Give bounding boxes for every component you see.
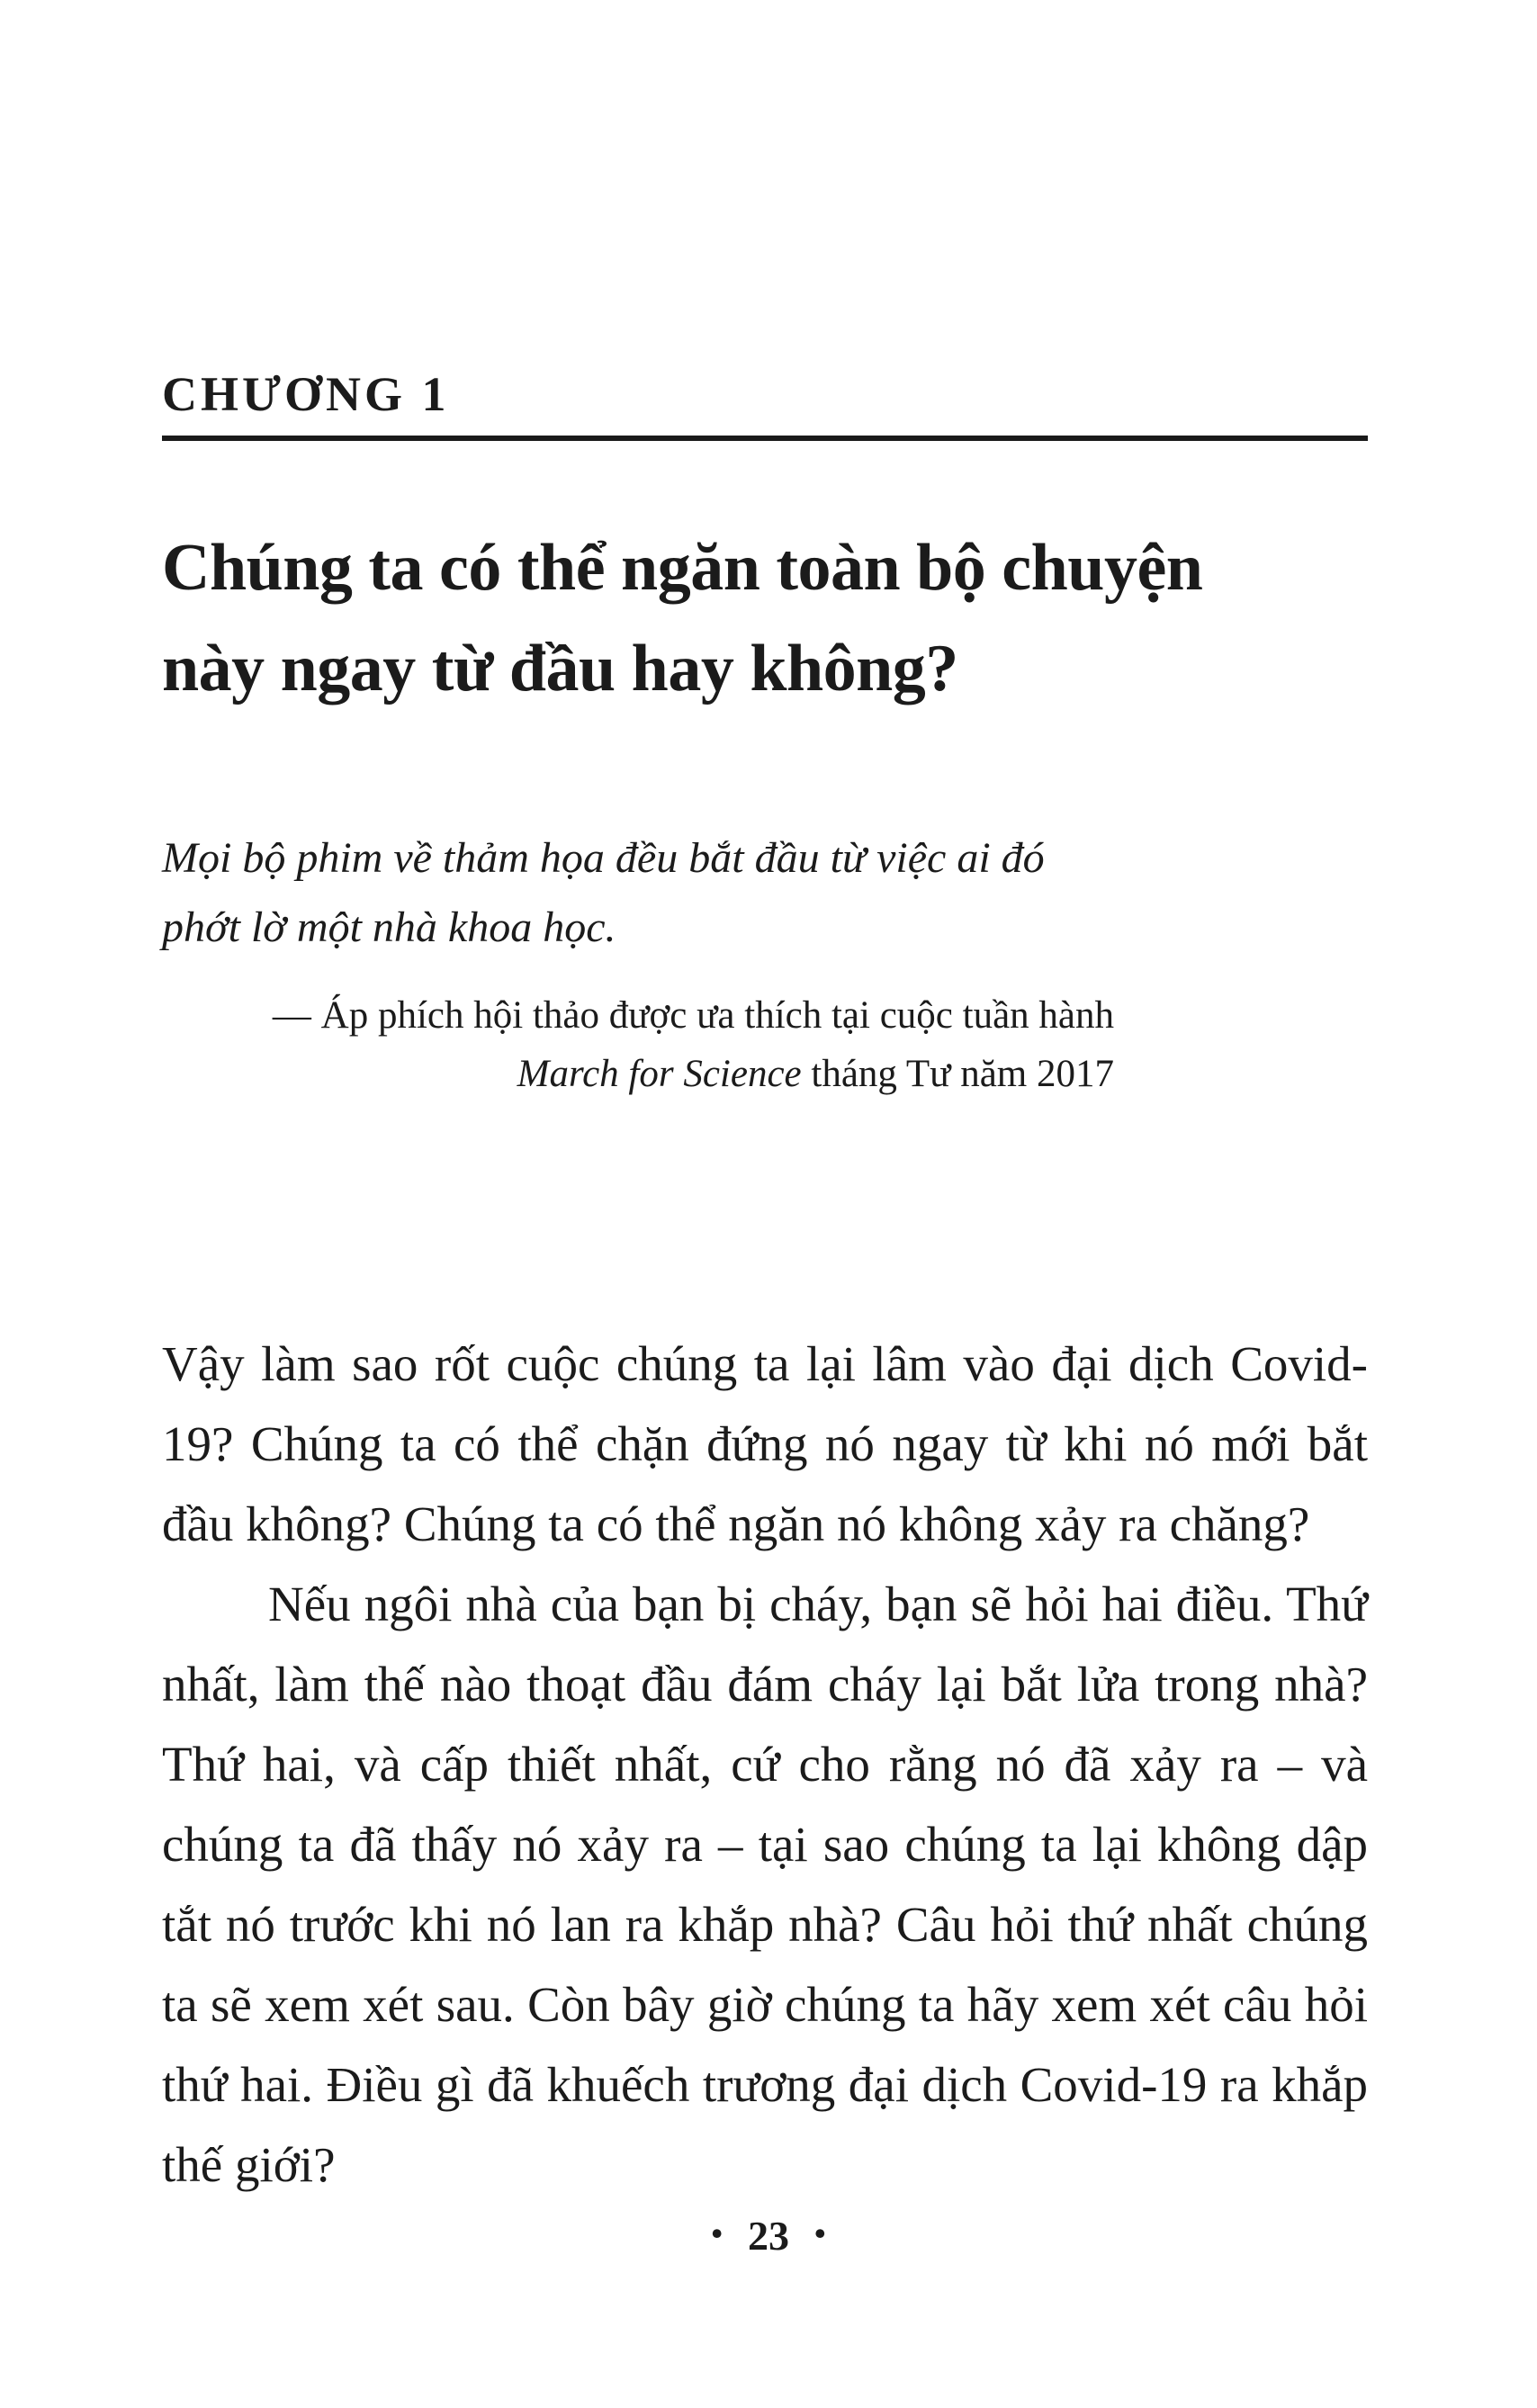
- page-footer: [0, 2212, 1537, 2260]
- chapter-label: CHƯƠNG 1: [162, 367, 450, 421]
- epigraph: [162, 823, 1368, 1103]
- page-number: 23: [748, 2213, 789, 2259]
- epigraph-quote-line-1: Mọi bộ phim về thảm họa đều bắt đầu từ việc ai đó: [162, 834, 1045, 882]
- chapter-title-line-1: Chúng ta có thể ngăn toàn bộ chuyện: [162, 531, 1203, 605]
- footer-left-dot: •: [711, 2215, 723, 2251]
- attribution-work-title: March for Science: [517, 1053, 802, 1095]
- chapter-title-line-2: này ngay từ đầu hay không?: [162, 632, 958, 705]
- body-paragraph-2: Nếu ngôi nhà của bạn bị cháy, bạn sẽ hỏi hai điều. Thứ nhất, làm thế nào thoạt đầu đám cháy lại bắt lửa trong nhà? Thứ hai, và cấp thiết nhất, cứ cho rằng nó đã xảy ra – và chúng ta đã thấy nó xảy ra – tại sao chúng ta lại không dập tắt nó trước khi nó lan ra khắp nhà? Câu hỏi thứ nhất chúng ta sẽ xem xét sau. Còn bây giờ chúng ta hãy xem xét câu hỏi thứ hai. Điều gì đã khuếch trương đại dịch Covid-19 ra khắp thế giới?: [162, 1577, 1368, 2192]
- attribution-line-1: — Áp phích hội thảo được ưa thích tại cuộc tuần hành: [272, 994, 1114, 1037]
- attribution-line-2-rest: tháng Tư năm 2017: [801, 1053, 1114, 1095]
- epigraph-quote: [162, 823, 1368, 962]
- chapter-title: [162, 517, 1368, 719]
- body-text: [162, 1324, 1368, 2205]
- epigraph-quote-line-2: phớt lờ một nhà khoa học.: [162, 903, 616, 951]
- chapter-heading: [162, 367, 1368, 441]
- attribution-line-2: [162, 1045, 1114, 1103]
- footer-right-dot: •: [814, 2215, 826, 2251]
- epigraph-attribution: [162, 986, 1114, 1103]
- body-paragraph-1: Vậy làm sao rốt cuộc chúng ta lại lâm vào đại dịch Covid-19? Chúng ta có thể chặn đứng nó ngay từ khi nó mới bắt đầu không? Chúng ta có thể ngăn nó không xảy ra chăng?: [162, 1336, 1368, 1551]
